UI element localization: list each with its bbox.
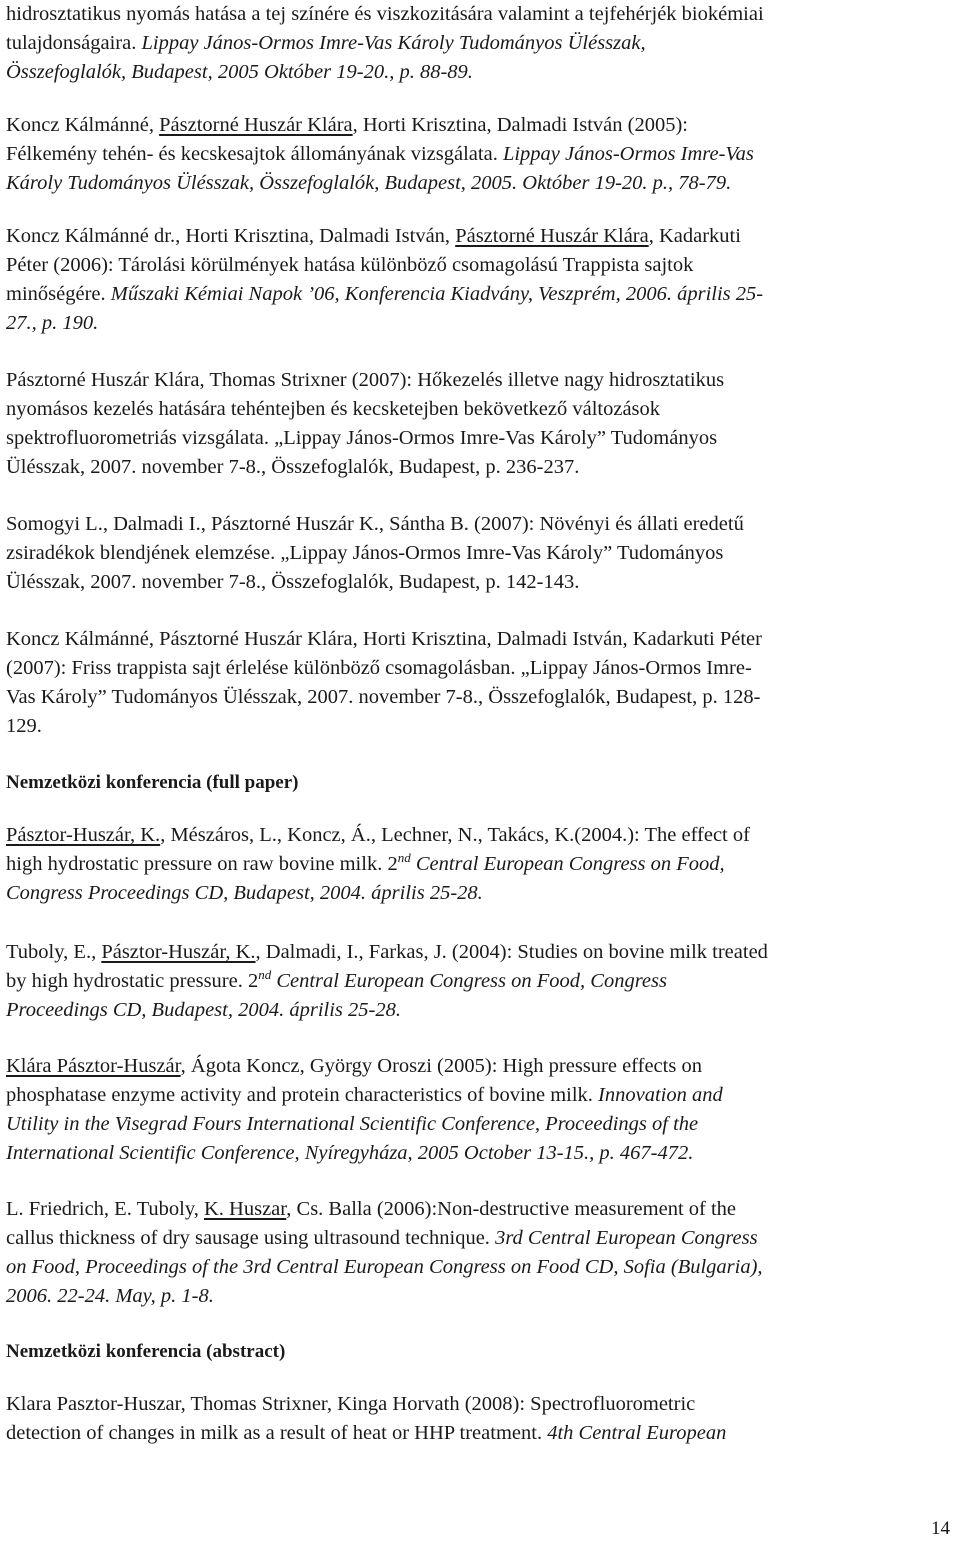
page-number: 14	[931, 1518, 950, 1539]
reference-entry: Koncz Kálmánné dr., Horti Krisztina, Dalmadi István, Pásztorné Huszár Klára, Kadarkuti Péter (2006): Tárolási körülmények hatása különböző csomagolású Trappista sajtok minőségére. Műszaki Kémiai Napok ’06, Konferencia Kiadvány, Veszprém, 2006. április 25- 27., p. 190.	[6, 225, 764, 334]
reference-entry: L. Friedrich, E. Tuboly, K. Huszar, Cs. Balla (2006):Non-destructive measurement of the callus thickness of dry sausage using ultrasound technique. 3rd Central European Congress on Food, Proceedings of the 3rd Central European Congress on Food CD, Sofia (Bulgaria), 2006. 22-24. May, p. 1-8.	[6, 1198, 763, 1307]
section-heading: Nemzetközi konferencia (full paper)	[6, 772, 299, 793]
reference-entry: Klára Pásztor-Huszár, Ágota Koncz, György Oroszi (2005): High pressure effects on phosphatase enzyme activity and protein characteristics of bovine milk. Innovation and Utility in the Visegrad Fours International Scientific Conference, Proceedings of the International Scientific Conference, Nyíregyháza, 2005 October 13-15., p. 467-472.	[6, 1055, 723, 1164]
reference-entry: Koncz Kálmánné, Pásztorné Huszár Klára, Horti Krisztina, Dalmadi István, Kadarkuti Péter (2007): Friss trappista sajt érlelése különböző csomagolásban. „Lippay János-Ormos Imre- Vas Károly” Tudományos Ülésszak, 2007. november 7-8., Összefoglalók, Budapest, p. 128- 129.	[6, 628, 762, 737]
reference-entry: Pásztorné Huszár Klára, Thomas Strixner (2007): Hőkezelés illetve nagy hidrosztatikus nyomásos kezelés hatására tehéntejben és kecsketejben bekövetkező változások spektrofluorometriás vizsgálata. „Lippay János-Ormos Imre-Vas Károly” Tudományos Ülésszak, 2007. november 7-8., Összefoglalók, Budapest, p. 236-237.	[6, 369, 725, 478]
reference-entry: Klara Pasztor-Huszar, Thomas Strixner, Kinga Horvath (2008): Spectrofluorometric detection of changes in milk as a result of heat or HHP treatment. 4th Central European	[6, 1393, 727, 1444]
reference-entry: Somogyi L., Dalmadi I., Pásztorné Huszár K., Sántha B. (2007): Növényi és állati eredetű zsiradékok blendjének elemzése. „Lippay János-Ormos Imre-Vas Károly” Tudományos Ülésszak, 2007. november 7-8., Összefoglalók, Budapest, p. 142-143.	[6, 513, 744, 593]
reference-entry: Tuboly, E., Pásztor-Huszár, K., Dalmadi, I., Farkas, J. (2004): Studies on bovine milk treated by high hydrostatic pressure. 2nd Central European Congress on Food, Congress Proceedings CD, Budapest, 2004. április 25-28.	[6, 941, 768, 1021]
reference-entry: Pásztor-Huszár, K., Mészáros, L., Koncz, Á., Lechner, N., Takács, K.(2004.): The effect of high hydrostatic pressure on raw bovine milk. 2nd Central European Congress on Food, Congress Proceedings CD, Budapest, 2004. április 25-28.	[6, 824, 750, 904]
reference-entry: hidrosztatikus nyomás hatása a tej színére és viszkozitására valamint a tejfehérjék biokémiai tulajdonságaira. Lippay János-Ormos Imre-Vas Károly Tudományos Ülésszak, Összefoglalók, Budapest, 2005 Október 19-20., p. 88-89.	[6, 3, 764, 83]
section-heading: Nemzetközi konferencia (abstract)	[6, 1341, 286, 1362]
reference-entry: Koncz Kálmánné, Pásztorné Huszár Klára, Horti Krisztina, Dalmadi István (2005): Félkemény tehén- és kecskesajtok állományának vizsgálata. Lippay János-Ormos Imre-Vas Károly Tudományos Ülésszak, Összefoglalók, Budapest, 2005. Október 19-20. p., 78-79.	[6, 114, 754, 194]
